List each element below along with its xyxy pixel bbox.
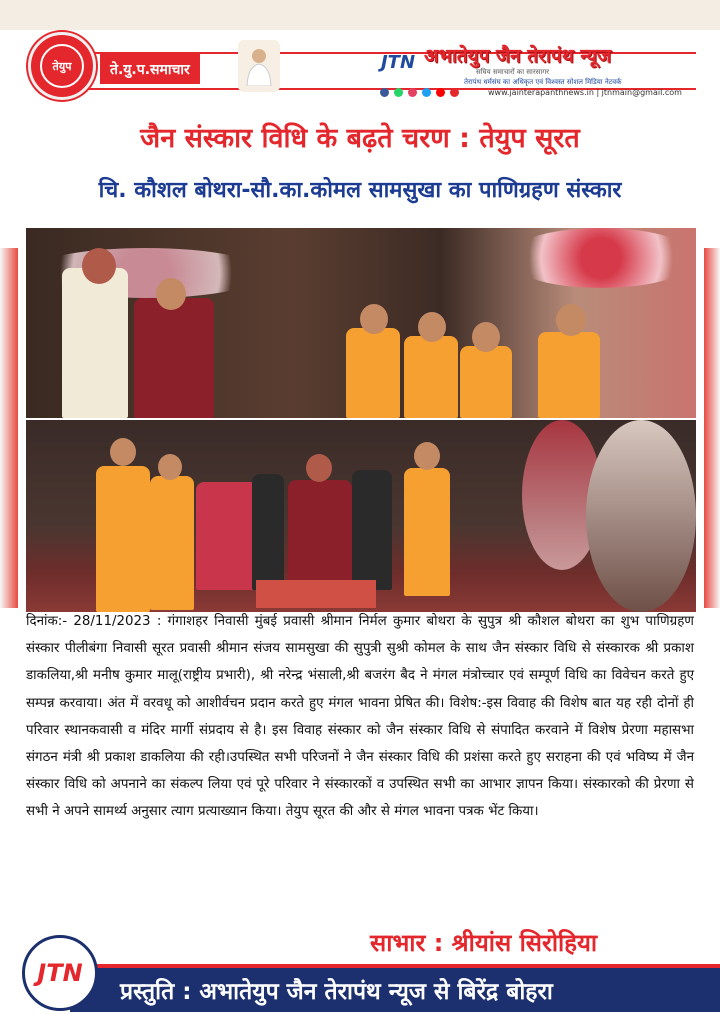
brand-title: अभातेयुप जैन तेरापंथ न्यूज: [424, 45, 612, 67]
person-figure: [346, 328, 400, 418]
person-figure: [404, 336, 458, 418]
person-head: [556, 304, 586, 336]
photo-group-with-couple: [26, 420, 696, 612]
right-decoration: [704, 248, 720, 608]
social-icons: [380, 88, 459, 97]
person-head: [414, 442, 440, 470]
person-head: [472, 322, 500, 352]
footer-banner: [70, 968, 720, 1012]
brand-tagline: सघिय समाचारों का सारसागर: [476, 68, 550, 76]
person-figure: [352, 470, 392, 590]
person-head: [360, 304, 388, 334]
stage-carpet: [256, 580, 376, 608]
person-figure: [96, 466, 150, 612]
person-head: [158, 454, 182, 480]
bride-head: [156, 278, 186, 310]
top-margin: [0, 0, 720, 30]
social-icon: [422, 88, 431, 97]
person-figure: [252, 474, 284, 590]
social-icon: [380, 88, 389, 97]
social-icon: [436, 88, 445, 97]
background-guests: [586, 420, 696, 612]
left-decoration: [0, 248, 18, 608]
person-figure: [150, 476, 194, 610]
social-icon: [394, 88, 403, 97]
groom-figure: [62, 268, 128, 418]
website-text: www.jainterapanthnews.in | jtnmain@gmail.com: [488, 88, 682, 97]
footer-jtn-logo: [22, 935, 98, 1011]
footer-text: प्रस्तुति : अभातेयुप जैन तेरापंथ न्यूज से बिरेंद्र बोहरा: [120, 979, 553, 1005]
news-tag: ते.यु.प.समाचार: [100, 54, 200, 84]
groom-head: [306, 454, 332, 482]
groom-head: [82, 248, 116, 284]
social-icon: [408, 88, 417, 97]
person-icon: [238, 40, 280, 92]
footer-logo-text: JTN: [37, 959, 83, 987]
teyup-logo: [28, 32, 96, 100]
credit-line: साभार : श्रीयांस सिरोहिया: [370, 929, 598, 957]
social-icon: [450, 88, 459, 97]
person-figure: [460, 346, 512, 418]
flower-arch: [506, 228, 696, 288]
page-header: [20, 30, 702, 102]
teyup-logo-text: तेयुप: [40, 44, 84, 88]
photo-wedding-stage: [26, 228, 696, 418]
brand-description: तेरापंथ धर्मसंघ का अधिकृत एवं विश्वस्त सोशल मिडिया नेटवर्क: [464, 78, 622, 86]
person-head: [110, 438, 136, 466]
jtn-logo: JTN: [380, 51, 416, 73]
headline: जैन संस्कार विधि के बढ़ते चरण : तेयुप सूरत: [140, 123, 580, 154]
person-figure: [404, 468, 450, 596]
bride-figure: [134, 298, 214, 418]
subheadline: चि. कौशल बोथरा-सौ.का.कोमल सामसुखा का पाणिग्रहण संस्कार: [98, 178, 622, 203]
article-body: दिनांक:- 28/11/2023 : गंगाशहर निवासी मुंबई प्रवासी श्रीमान निर्मल कुमार बोथरा के सुपुत्र श्री कौशल बोथरा का शुभ पाणिग्रहण संस्कार पीलीबंगा निवासी सूरत प्रवासी श्रीमान संजय सामसुखा की सुपुत्री सुश्री कोमल के साथ जैन संस्कार विधि से संस्कारक श्री प्रकाश डाकलिया,श्री मनीष कुमार मालू(राष्ट्रीय प्रभारी), श्री नरेन्द्र भंसाली,श्री बजरंग बैद ने मंगल मंत्रोच्चार एवं सम्पूर्ण विधि का विवेचन करते हुए सम्पन्न करवाया। अंत में वरवधू को आशीर्वचन प्रदान करते हुए मंगल भावना प्रेषित की। विशेष:-इस विवाह की विशेष बात यह रही दोनों ही परिवार स्थानकवासी व मंदिर मार्गी संप्रदाय से है। इस विवाह संस्कार को जैन संस्कार विधि से संपादित करवाने में विशेष प्रेरणा महासभा संगठन मंत्री श्री प्रकाश डाकलिया की रही।उपस्थित सभी परिजनों ने जैन संस्कार विधि की प्रशंसा करते हुए सराहना की एवं भविष्य में जैन संस्कार विधि को अपनाने का संकल्प लिया एवं पूरे परिवार ने संस्कारकों व उपस्थित सभी का आभार ज्ञापन किया। संस्कारको की प्रेरणा से सभी ने अपने सामर्थ्य अनुसार त्याग प्रत्याख्यान किया। तेयुप सूरत की और से मंगल भावना पत्रक भेंट किया।: [26, 614, 694, 820]
person-head: [418, 312, 446, 342]
person-figure: [538, 332, 600, 418]
